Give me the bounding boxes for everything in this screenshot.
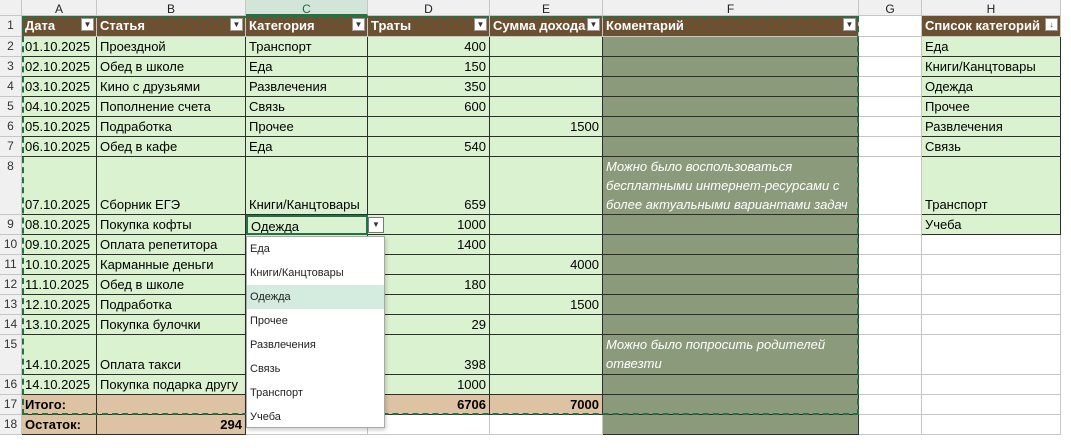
date-cell[interactable]: 02.10.2025 xyxy=(22,57,97,77)
totals-label[interactable]: Итого: xyxy=(22,395,97,415)
comment-cell[interactable] xyxy=(603,97,859,117)
row-header-6[interactable]: 6 xyxy=(0,117,22,137)
date-cell[interactable]: 13.10.2025 xyxy=(22,315,97,335)
expense-cell[interactable]: 150 xyxy=(368,57,490,77)
income-cell[interactable] xyxy=(490,275,603,295)
row-header-18[interactable]: 18 xyxy=(0,415,22,435)
date-cell[interactable]: 14.10.2025 xyxy=(22,335,97,375)
row-header-9[interactable]: 9 xyxy=(0,215,22,235)
expense-cell[interactable]: 1400 xyxy=(368,235,490,255)
category-list-item[interactable]: Связь xyxy=(922,137,1061,157)
comment-cell[interactable] xyxy=(603,415,859,435)
filter-dropdown-icon[interactable]: ▼ xyxy=(474,18,487,31)
category-cell[interactable]: Одежда xyxy=(246,215,368,235)
date-cell[interactable]: 12.10.2025 xyxy=(22,295,97,315)
income-cell[interactable]: 1500 xyxy=(490,117,603,137)
category-list-item[interactable]: Транспорт xyxy=(922,157,1061,215)
income-cell[interactable]: 1500 xyxy=(490,295,603,315)
table-header-category[interactable]: Категория ▼ xyxy=(246,16,368,37)
filter-dropdown-icon[interactable]: ▼ xyxy=(587,18,600,31)
comment-cell[interactable] xyxy=(603,395,859,415)
chevron-down-icon[interactable]: ▼ xyxy=(368,217,384,233)
row-header-10[interactable]: 10 xyxy=(0,235,22,255)
totals-cell[interactable] xyxy=(97,395,246,415)
total-income[interactable]: 7000 xyxy=(490,395,603,415)
expense-cell[interactable]: 350 xyxy=(368,77,490,97)
table-header-date[interactable]: Дата ▼ xyxy=(22,16,97,37)
date-cell[interactable]: 14.10.2025 xyxy=(22,375,97,395)
date-cell[interactable]: 04.10.2025 xyxy=(22,97,97,117)
income-cell[interactable] xyxy=(490,375,603,395)
empty-cell[interactable] xyxy=(859,395,922,415)
table-header-income[interactable]: Сумма дохода ▼ xyxy=(490,16,603,37)
income-cell[interactable] xyxy=(490,215,603,235)
empty-cell[interactable] xyxy=(859,117,922,137)
expense-cell[interactable]: 400 xyxy=(368,37,490,57)
column-header-b[interactable]: B xyxy=(97,0,246,16)
item-cell[interactable]: Пополнение счета xyxy=(97,97,246,117)
comment-cell[interactable] xyxy=(603,255,859,275)
income-cell[interactable] xyxy=(490,37,603,57)
dropdown-option[interactable]: Учеба xyxy=(250,411,281,423)
item-cell[interactable]: Обед в школе xyxy=(97,57,246,77)
empty-cell[interactable] xyxy=(922,395,1061,415)
item-cell[interactable]: Покупка подарка другу xyxy=(97,375,246,395)
date-cell[interactable]: 09.10.2025 xyxy=(22,235,97,255)
date-cell[interactable]: 01.10.2025 xyxy=(22,37,97,57)
category-cell[interactable]: Прочее xyxy=(246,117,368,137)
empty-cell[interactable] xyxy=(859,77,922,97)
item-cell[interactable]: Кино с друзьями xyxy=(97,77,246,97)
row-header-12[interactable]: 12 xyxy=(0,275,22,295)
dropdown-option[interactable]: Транспорт xyxy=(250,387,303,399)
comment-cell[interactable] xyxy=(603,77,859,97)
income-cell[interactable] xyxy=(490,97,603,117)
income-cell[interactable] xyxy=(490,315,603,335)
category-cell[interactable]: Книги/Канцтовары xyxy=(246,157,368,215)
expense-cell[interactable]: 1000 xyxy=(368,375,490,395)
empty-cell[interactable] xyxy=(922,255,1061,275)
income-cell[interactable] xyxy=(490,137,603,157)
comment-cell[interactable] xyxy=(603,137,859,157)
category-list-header[interactable]: Список категорий ↓ xyxy=(922,16,1061,37)
category-list-item[interactable]: Учеба xyxy=(922,215,1061,235)
empty-cell[interactable] xyxy=(859,137,922,157)
comment-cell[interactable] xyxy=(603,295,859,315)
column-header-a[interactable]: A xyxy=(22,0,97,16)
comment-cell[interactable] xyxy=(603,235,859,255)
category-list-item[interactable]: Еда xyxy=(922,37,1061,57)
category-list-item[interactable]: Развлечения xyxy=(922,117,1061,137)
sort-filter-icon[interactable]: ↓ xyxy=(1045,18,1058,31)
item-cell[interactable]: Подработка xyxy=(97,117,246,137)
income-cell[interactable] xyxy=(490,57,603,77)
comment-cell[interactable] xyxy=(603,57,859,77)
comment-cell[interactable] xyxy=(603,275,859,295)
empty-cell[interactable] xyxy=(859,235,922,255)
table-header-expense[interactable]: Траты ▼ xyxy=(368,16,490,37)
row-header-8[interactable]: 8 xyxy=(0,157,22,215)
expense-cell[interactable]: 398 xyxy=(368,335,490,375)
income-cell[interactable] xyxy=(490,235,603,255)
filter-dropdown-icon[interactable]: ▼ xyxy=(230,18,243,31)
category-list-item[interactable]: Прочее xyxy=(922,97,1061,117)
date-cell[interactable]: 06.10.2025 xyxy=(22,137,97,157)
empty-cell[interactable] xyxy=(368,415,490,435)
empty-cell[interactable] xyxy=(859,157,922,215)
empty-cell[interactable] xyxy=(859,37,922,57)
expense-cell[interactable]: 29 xyxy=(368,315,490,335)
date-cell[interactable]: 11.10.2025 xyxy=(22,275,97,295)
column-header-h[interactable]: H xyxy=(922,0,1061,16)
dropdown-option[interactable]: Еда xyxy=(250,243,270,255)
date-cell[interactable]: 05.10.2025 xyxy=(22,117,97,137)
filter-dropdown-icon[interactable]: ▼ xyxy=(352,18,365,31)
empty-cell[interactable] xyxy=(922,275,1061,295)
dropdown-option[interactable]: Книги/Канцтовары xyxy=(250,267,344,279)
dropdown-option[interactable]: Прочее xyxy=(250,315,288,327)
comment-cell[interactable]: Можно было воспользоваться бесплатными интернет-ресурсами с более актуальными вариантами задач xyxy=(603,157,859,215)
category-cell[interactable]: Транспорт xyxy=(246,37,368,57)
empty-cell[interactable] xyxy=(859,315,922,335)
row-header-14[interactable]: 14 xyxy=(0,315,22,335)
expense-cell[interactable]: 180 xyxy=(368,275,490,295)
category-cell[interactable]: Еда xyxy=(246,137,368,157)
expense-cell[interactable]: 1000 xyxy=(368,215,490,235)
category-dropdown-list[interactable] xyxy=(246,236,385,428)
item-cell[interactable]: Карманные деньги xyxy=(97,255,246,275)
select-all-corner[interactable] xyxy=(0,0,22,16)
cell-g1[interactable] xyxy=(859,16,922,37)
table-header-item[interactable]: Статья ▼ xyxy=(97,16,246,37)
expense-cell[interactable]: 659 xyxy=(368,157,490,215)
row-header-13[interactable]: 13 xyxy=(0,295,22,315)
date-cell[interactable]: 03.10.2025 xyxy=(22,77,97,97)
comment-cell[interactable] xyxy=(603,375,859,395)
filter-dropdown-icon[interactable]: ▼ xyxy=(843,18,856,31)
category-cell[interactable]: Еда xyxy=(246,57,368,77)
item-cell[interactable]: Покупка кофты xyxy=(97,215,246,235)
category-list-item[interactable]: Одежда xyxy=(922,77,1061,97)
comment-cell[interactable] xyxy=(603,117,859,137)
filter-dropdown-icon[interactable]: ▼ xyxy=(81,18,94,31)
income-cell[interactable] xyxy=(490,157,603,215)
income-cell[interactable] xyxy=(490,77,603,97)
income-cell[interactable] xyxy=(490,335,603,375)
date-cell[interactable]: 07.10.2025 xyxy=(22,157,97,215)
item-cell[interactable]: Покупка булочки xyxy=(97,315,246,335)
row-header-5[interactable]: 5 xyxy=(0,97,22,117)
dropdown-option[interactable]: Развлечения xyxy=(250,339,316,351)
category-cell[interactable]: Развлечения xyxy=(246,77,368,97)
row-header-17[interactable]: 17 xyxy=(0,395,22,415)
column-header-g[interactable]: G xyxy=(859,0,922,16)
date-cell[interactable]: 08.10.2025 xyxy=(22,215,97,235)
expense-cell[interactable]: 540 xyxy=(368,137,490,157)
category-list-item[interactable]: Книги/Канцтовары xyxy=(922,57,1061,77)
empty-cell[interactable] xyxy=(490,415,603,435)
empty-cell[interactable] xyxy=(859,215,922,235)
row-header-2[interactable]: 2 xyxy=(0,37,22,57)
empty-cell[interactable] xyxy=(859,295,922,315)
comment-cell[interactable] xyxy=(603,37,859,57)
table-header-comment[interactable]: Коментарий ▼ xyxy=(603,16,859,37)
category-cell[interactable]: Связь xyxy=(246,97,368,117)
item-cell[interactable]: Подработка xyxy=(97,295,246,315)
expense-cell[interactable] xyxy=(368,255,490,275)
empty-cell[interactable] xyxy=(859,255,922,275)
item-cell[interactable]: Оплата такси xyxy=(97,335,246,375)
row-header-3[interactable]: 3 xyxy=(0,57,22,77)
expense-cell[interactable] xyxy=(368,295,490,315)
item-cell[interactable]: Обед в кафе xyxy=(97,137,246,157)
column-header-c[interactable]: C xyxy=(246,0,368,16)
empty-cell[interactable] xyxy=(922,335,1061,375)
balance-value[interactable]: 294 xyxy=(97,415,246,435)
item-cell[interactable]: Оплата репетитора xyxy=(97,235,246,255)
empty-cell[interactable] xyxy=(859,335,922,375)
comment-cell[interactable]: Можно было попросить родителей отвезти xyxy=(603,335,859,375)
dropdown-option[interactable]: Одежда xyxy=(247,285,384,309)
item-cell[interactable]: Сборник ЕГЭ xyxy=(97,157,246,215)
comment-cell[interactable] xyxy=(603,215,859,235)
row-header-16[interactable]: 16 xyxy=(0,375,22,395)
date-cell[interactable]: 10.10.2025 xyxy=(22,255,97,275)
balance-label[interactable]: Остаток: xyxy=(22,415,97,435)
row-header-7[interactable]: 7 xyxy=(0,137,22,157)
income-cell[interactable]: 4000 xyxy=(490,255,603,275)
empty-cell[interactable] xyxy=(922,315,1061,335)
row-header-4[interactable]: 4 xyxy=(0,77,22,97)
empty-cell[interactable] xyxy=(859,97,922,117)
empty-cell[interactable] xyxy=(922,415,1061,435)
empty-cell[interactable] xyxy=(922,375,1061,395)
empty-cell[interactable] xyxy=(859,375,922,395)
comment-cell[interactable] xyxy=(603,315,859,335)
empty-cell[interactable] xyxy=(859,415,922,435)
expense-cell[interactable] xyxy=(368,117,490,137)
empty-cell[interactable] xyxy=(859,57,922,77)
column-header-e[interactable]: E xyxy=(490,0,603,16)
item-cell[interactable]: Проездной xyxy=(97,37,246,57)
empty-cell[interactable] xyxy=(859,275,922,295)
row-header-15[interactable]: 15 xyxy=(0,335,22,375)
dropdown-option[interactable]: Связь xyxy=(250,363,281,375)
empty-cell[interactable] xyxy=(922,235,1061,255)
expense-cell[interactable]: 600 xyxy=(368,97,490,117)
item-cell[interactable]: Обед в школе xyxy=(97,275,246,295)
empty-cell[interactable] xyxy=(922,295,1061,315)
row-header-11[interactable]: 11 xyxy=(0,255,22,275)
row-header-1[interactable]: 1 xyxy=(0,16,22,37)
column-header-f[interactable]: F xyxy=(603,0,859,16)
column-header-d[interactable]: D xyxy=(368,0,490,16)
total-expense[interactable]: 6706 xyxy=(368,395,490,415)
